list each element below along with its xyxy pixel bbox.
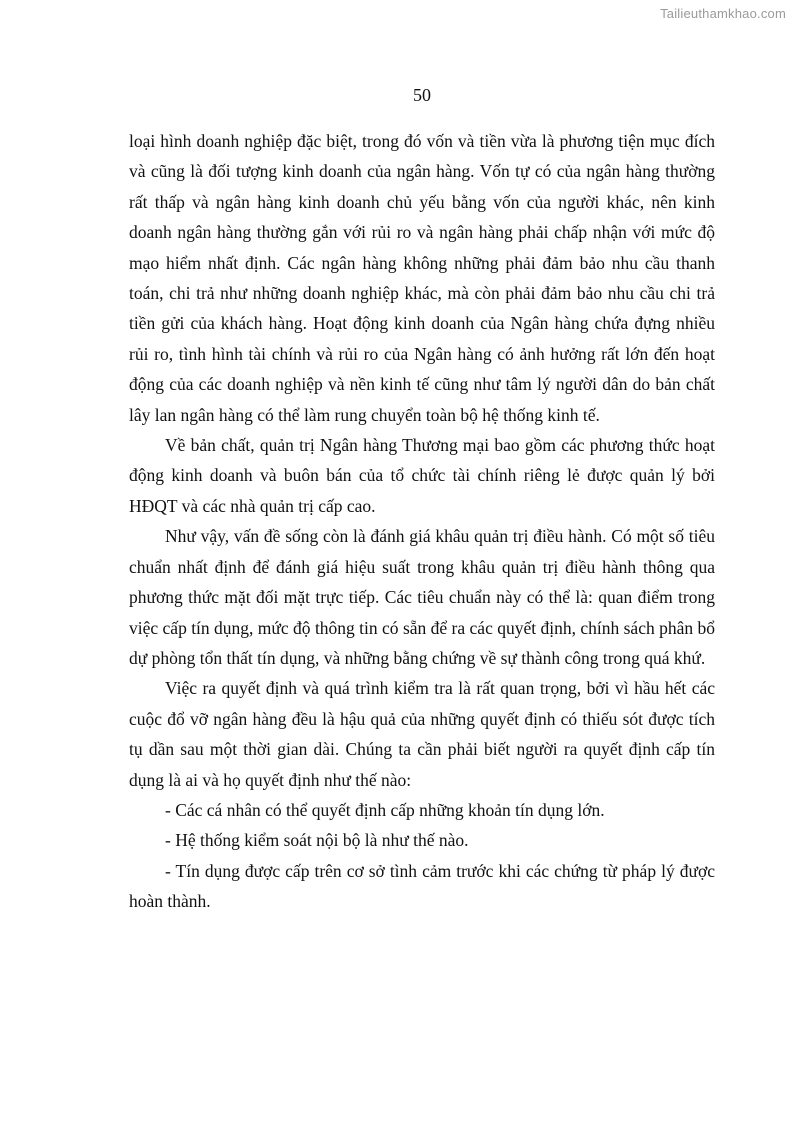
watermark: Tailieuthamkhao.com [660, 6, 786, 21]
list-item-internal-control: - Hệ thống kiểm soát nội bộ là như thế nào. [165, 830, 469, 851]
paragraph-evaluation-criteria: Như vậy, vấn đề sống còn là đánh giá khâu quản trị điều hành. Có một số tiêu chuẩn nhất định để đánh giá hiệu suất trong khâu quản trị điều hành thông qua phương thức mặt đối mặt trực tiếp. Các tiêu chuẩn này có thể là: quan điểm trong việc cấp tín dụng, mức độ thông tin có sẵn để ra các quyết định, chính sách phân bổ dự phòng tổn thất tín dụng, và những bằng chứng về sự thành công trong quá khứ. [129, 526, 715, 668]
list-item-credit-before-documents: - Tín dụng được cấp trên cơ sở tình cảm trước khi các chứng từ pháp lý được hoàn thành. [129, 860, 715, 912]
page-number: 50 [413, 85, 431, 105]
paragraph-continuation: loại hình doanh nghiệp đặc biệt, trong đó vốn và tiền vừa là phương tiện mục đích và cũng là đối tượng kinh doanh của ngân hàng. Vốn tự có của ngân hàng thường rất thấp và ngân hàng kinh doanh chủ yếu bằng vốn của người khác, nên kinh doanh ngân hàng thường gắn với rủi ro và ngân hàng phải chấp nhận với mức độ mạo hiểm nhất định. Các ngân hàng không những phải đảm bảo nhu cầu thanh toán, chi trả như những doanh nghiệp khác, mà còn phải đảm bảo nhu cầu chi trả tiền gửi của khách hàng. Hoạt động kinh doanh của Ngân hàng chứa đựng nhiều rủi ro, tình hình tài chính và rủi ro của Ngân hàng có ảnh hưởng rất lớn đến hoạt động của các doanh nghiệp và nền kinh tế cũng như tâm lý người dân do bản chất lây lan ngân hàng có thể làm rung chuyển toàn bộ hệ thống kinh tế. [129, 131, 715, 425]
paragraph-nature-of-governance: Về bản chất, quản trị Ngân hàng Thương mại bao gồm các phương thức hoạt động kinh doanh và buôn bán của tổ chức tài chính riêng lẻ được quản lý bởi HĐQT và các nhà quản trị cấp cao. [129, 435, 715, 516]
paragraph-decision-making: Việc ra quyết định và quá trình kiểm tra là rất quan trọng, bởi vì hầu hết các cuộc đổ vỡ ngân hàng đều là hậu quả của những quyết định có thiếu sót được tích tụ dần sau một thời gian dài. Chúng ta cần phải biết người ra quyết định cấp tín dụng là ai và họ quyết định như thế nào: [129, 678, 715, 790]
list-item-individual-decisions: - Các cá nhân có thể quyết định cấp những khoản tín dụng lớn. [165, 799, 605, 820]
document-body [129, 126, 715, 917]
